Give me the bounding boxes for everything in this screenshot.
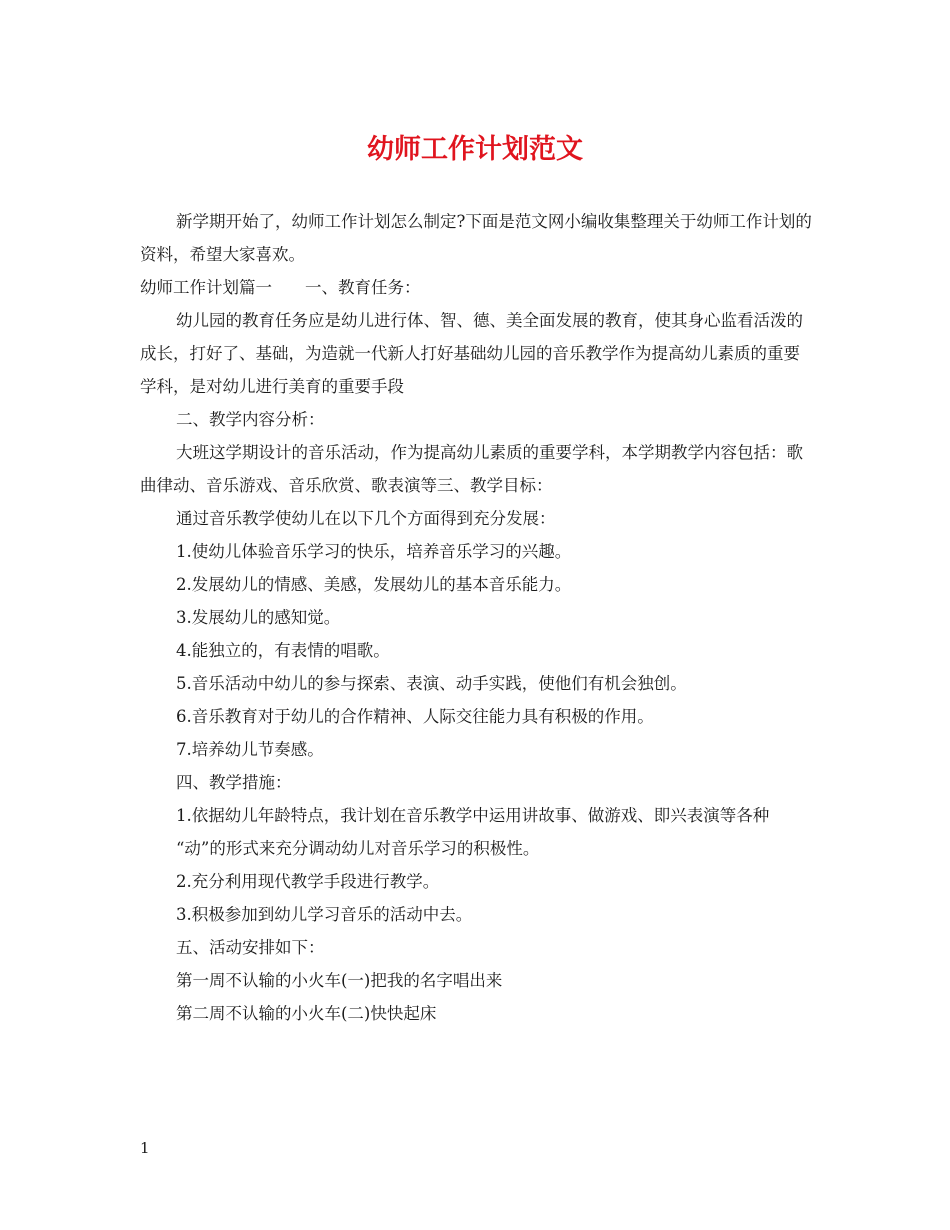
list-item: 2.发展幼儿的情感、美感，发展幼儿的基本音乐能力。 xyxy=(176,575,572,594)
section-heading: 四、教学措施： xyxy=(176,773,292,792)
list-item: 4.能独立的，有表情的唱歌。 xyxy=(176,641,390,660)
document-title: 幼师工作计划范文 xyxy=(367,134,583,165)
list-item: 6.音乐教育对于幼儿的合作精神、人际交往能力具有积极的作用。 xyxy=(176,707,654,726)
list-item: 7.培养幼儿节奏感。 xyxy=(176,740,324,759)
schedule-item: 第二周不认输的小火车(二)快快起床 xyxy=(176,1004,437,1023)
paragraph: 新学期开始了，幼师工作计划怎么制定?下面是范文网小编收集整理关于幼师工作计划的资料，希望大家喜欢。 xyxy=(140,212,812,264)
paragraph: 通过音乐教学使幼儿在以下几个方面得到充分发展： xyxy=(176,509,556,528)
page-number: 1 xyxy=(140,1139,150,1157)
list-item: 3.发展幼儿的感知觉。 xyxy=(176,608,341,627)
section-heading: 五、活动安排如下： xyxy=(176,938,325,957)
list-item: 2.充分利用现代教学手段进行教学。 xyxy=(176,872,440,891)
list-item: 1.使幼儿体验音乐学习的快乐，培养音乐学习的兴趣。 xyxy=(176,542,572,561)
schedule-item: 第一周不认输的小火车(一)把我的名字唱出来 xyxy=(176,971,503,990)
list-item: 3.积极参加到幼儿学习音乐的活动中去。 xyxy=(176,905,473,924)
paragraph: “动”的形式来充分调动幼儿对音乐学习的积极性。 xyxy=(176,839,540,858)
list-item: 1.依据幼儿年龄特点，我计划在音乐教学中运用讲故事、做游戏、即兴表演等各种 xyxy=(176,806,770,825)
paragraph: 幼儿园的教育任务应是幼儿进行体、智、德、美全面发展的教育，使其身心监看活泼的成长，打好了、基础，为造就一代新人打好基础幼儿园的音乐教学作为提高幼儿素质的重要学科，是对幼儿进行美育的重要手段 xyxy=(140,311,803,396)
paragraph: 大班这学期设计的音乐活动，作为提高幼儿素质的重要学科，本学期教学内容包括：歌曲律动、音乐游戏、音乐欣赏、歌表演等三、教学目标： xyxy=(140,443,803,495)
paragraph: 幼师工作计划篇一 一、教育任务： xyxy=(140,278,421,297)
list-item: 5.音乐活动中幼儿的参与探索、表演、动手实践，使他们有机会独创。 xyxy=(176,674,687,693)
section-heading: 二、教学内容分析： xyxy=(176,410,325,429)
document-body xyxy=(140,205,812,1030)
